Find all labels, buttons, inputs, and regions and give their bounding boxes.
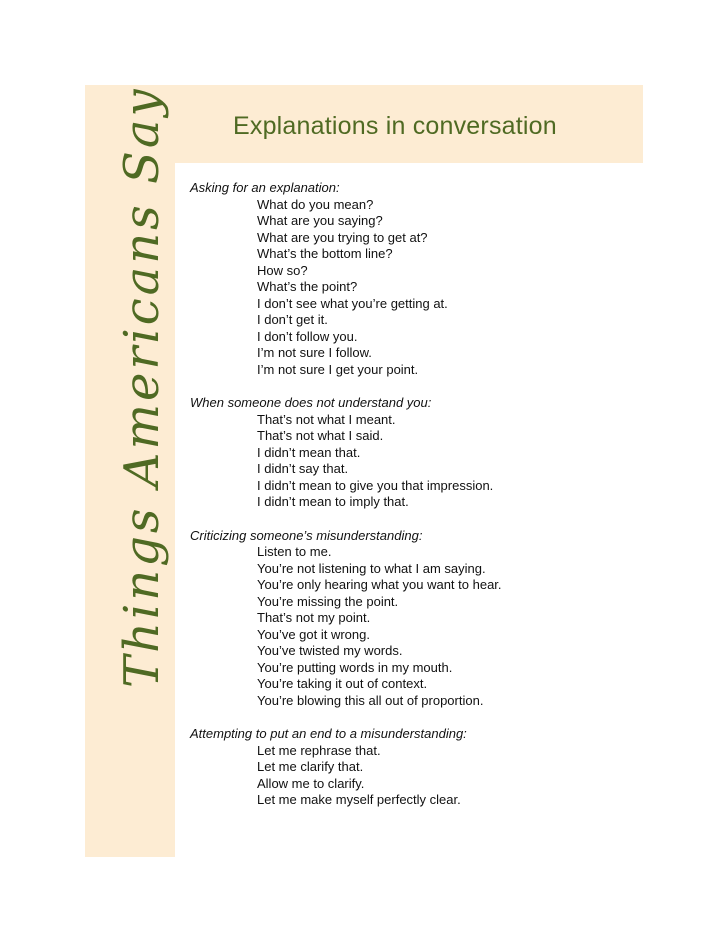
phrase: I didn’t mean to imply that. <box>257 494 409 509</box>
phrase: How so? <box>257 262 308 278</box>
phrase: Allow me to clarify. <box>257 775 365 791</box>
phrase: I’m not sure I get your point. <box>257 361 419 377</box>
section-heading: Attempting to put an end to a misunderstanding: <box>190 726 467 741</box>
phrase: You’re only hearing what you want to hear. <box>257 577 502 592</box>
phrase: I didn’t say that. <box>257 461 349 476</box>
phrase: You’re missing the point. <box>257 593 399 609</box>
phrase: I don’t get it. <box>257 312 328 327</box>
phrase: Listen to me. <box>257 544 332 559</box>
phrase: You’re putting words in my mouth. <box>257 659 453 675</box>
section-not-understood <box>190 395 620 511</box>
phrase: Let me rephrase that. <box>257 742 381 758</box>
section-criticizing <box>190 528 620 710</box>
phrase: That’s not what I meant. <box>257 411 396 427</box>
section-heading: When someone does not understand you: <box>190 395 432 410</box>
phrase: I didn’t mean that. <box>257 444 361 460</box>
phrase: What do you mean? <box>257 196 374 212</box>
phrase: What are you trying to get at? <box>257 229 428 245</box>
phrase: Let me clarify that. <box>257 759 364 774</box>
phrase: That’s not my point. <box>257 610 371 625</box>
phrase: I don’t follow you. <box>257 328 358 344</box>
phrase: You’re not listening to what I am saying. <box>257 560 486 576</box>
phrase: What are you saying? <box>257 213 383 228</box>
phrase: I didn’t mean to give you that impression. <box>257 477 494 493</box>
phrase: You’ve got it wrong. <box>257 626 370 642</box>
phrase: You’re blowing this all out of proportion. <box>257 692 484 708</box>
phrase: You’re taking it out of context. <box>257 676 428 691</box>
section-heading: Criticizing someone’s misunderstanding: <box>190 527 423 543</box>
side-title: Things Americans Say <box>114 86 170 688</box>
phrase: That’s not what I said. <box>257 428 384 443</box>
phrase: I’m not sure I follow. <box>257 345 372 360</box>
page-title: Explanations in conversation <box>233 112 557 140</box>
phrase: I don’t see what you’re getting at. <box>257 295 448 311</box>
section-ending <box>190 726 620 809</box>
phrase: What’s the bottom line? <box>257 246 393 261</box>
phrase: You’ve twisted my words. <box>257 643 403 658</box>
content <box>190 180 620 826</box>
section-asking <box>190 180 620 378</box>
phrase: What’s the point? <box>257 279 358 294</box>
section-heading: Asking for an explanation: <box>190 180 340 195</box>
phrase: Let me make myself perfectly clear. <box>257 792 461 807</box>
